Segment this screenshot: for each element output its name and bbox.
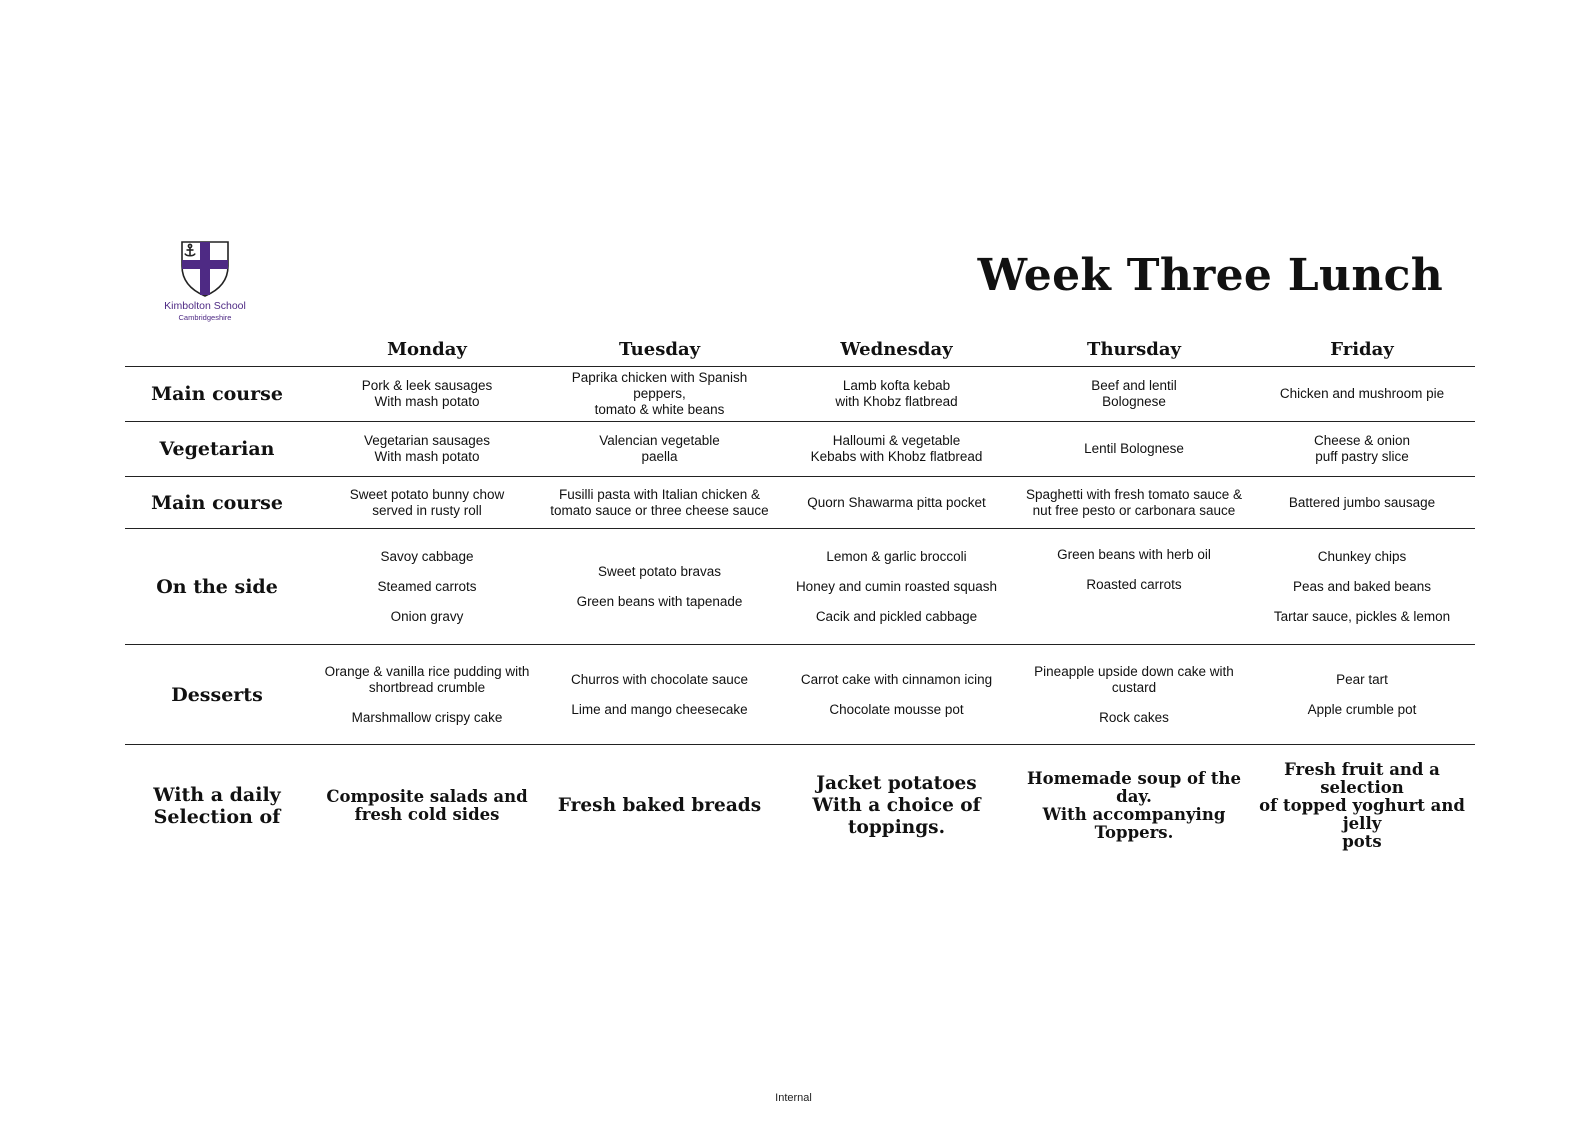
daily-cell-thursday xyxy=(1019,745,1249,867)
daily-cell-friday xyxy=(1249,745,1475,867)
menu-item: Chocolate mousse pot xyxy=(829,701,964,717)
menu-item: Apple crumble pot xyxy=(1307,701,1417,717)
logo-school-name: Kimbolton School xyxy=(164,300,246,312)
menu-item: tomato sauce or three cheese sauce xyxy=(550,502,769,518)
menu-item: Cheese & onion xyxy=(1313,433,1411,448)
row-label xyxy=(125,745,309,867)
day-header-monday: Monday xyxy=(309,332,545,367)
day-header-tuesday: Tuesday xyxy=(545,332,774,367)
menu-item: Beef and lentil xyxy=(1091,378,1177,393)
school-logo xyxy=(160,240,250,322)
row-label-line: Selection of xyxy=(153,805,281,828)
menu-cell-wednesday xyxy=(774,367,1019,422)
menu-item: served in rusty roll xyxy=(372,502,482,518)
daily-cell-monday xyxy=(309,745,545,867)
menu-cell-thursday xyxy=(1019,645,1249,745)
menu-item: Spaghetti with fresh tomato sauce & xyxy=(1025,486,1243,502)
menu-item: Cacik and pickled cabbage xyxy=(815,608,978,624)
row-label: On the side xyxy=(156,575,278,598)
menu-item: Lemon & garlic broccoli xyxy=(826,548,967,564)
day-header-thursday: Thursday xyxy=(1019,332,1249,367)
daily-item: Fresh baked breads xyxy=(557,794,762,816)
menu-item: custard xyxy=(1111,679,1157,695)
row-label-line: With a daily xyxy=(153,783,281,806)
daily-item: day. xyxy=(1116,786,1152,806)
menu-item: Lime and mango cheesecake xyxy=(571,701,748,717)
menu-table xyxy=(125,332,1475,867)
menu-item: Pork & leek sausages xyxy=(361,378,493,393)
daily-item: With a choice of toppings. xyxy=(812,794,981,838)
daily-item: Jacket potatoes xyxy=(816,772,977,794)
page-title: Week Three Lunch xyxy=(977,250,1443,301)
logo-location: Cambridgeshire xyxy=(178,313,232,322)
menu-cell-friday xyxy=(1249,477,1475,529)
menu-item: With mash potato xyxy=(374,394,480,409)
menu-cell-monday xyxy=(309,477,545,529)
menu-item: Savoy cabbage xyxy=(380,548,474,564)
menu-item: Pineapple upside down cake with xyxy=(1034,663,1234,679)
menu-cell-wednesday xyxy=(774,645,1019,745)
menu-row-daily-selection xyxy=(125,745,1475,867)
menu-cell-tuesday xyxy=(545,422,774,477)
menu-item: Rock cakes xyxy=(1099,709,1169,725)
menu-item: Bolognese xyxy=(1102,394,1166,409)
menu-item: Steamed carrots xyxy=(377,578,477,594)
classification-label: Internal xyxy=(775,1092,812,1104)
row-label: Main course xyxy=(151,491,283,514)
menu-item: Churros with chocolate sauce xyxy=(570,671,749,687)
menu-item: Green beans with tapenade xyxy=(576,593,743,609)
menu-row-vegetarian xyxy=(125,422,1475,477)
menu-item: Chunkey chips xyxy=(1317,548,1407,564)
menu-cell-friday xyxy=(1249,422,1475,477)
menu-item: Carrot cake with cinnamon icing xyxy=(800,671,993,687)
menu-item: Lentil Bolognese xyxy=(1084,441,1184,456)
shield-cross-anchor-icon xyxy=(179,240,231,298)
menu-item: Tartar sauce, pickles & lemon xyxy=(1273,608,1451,624)
menu-item: Onion gravy xyxy=(390,608,464,624)
menu-item: with Khobz flatbread xyxy=(835,394,958,409)
menu-cell-monday xyxy=(309,367,545,422)
menu-item: Orange & vanilla rice pudding with xyxy=(324,663,530,679)
menu-item: Sweet potato bunny chow xyxy=(349,486,505,502)
menu-item: nut free pesto or carbonara sauce xyxy=(1032,502,1236,518)
menu-item: Roasted carrots xyxy=(1086,577,1182,592)
menu-item: Chicken and mushroom pie xyxy=(1279,386,1445,401)
header-blank xyxy=(125,332,309,367)
daily-item: With accompanying xyxy=(1042,804,1226,824)
menu-cell-wednesday xyxy=(774,422,1019,477)
menu-item: shortbread crumble xyxy=(368,679,486,695)
menu-row-on-the-side xyxy=(125,529,1475,645)
menu-cell-tuesday xyxy=(545,367,774,422)
menu-row-desserts xyxy=(125,645,1475,745)
menu-cell-friday xyxy=(1249,367,1475,422)
menu-item: Paprika chicken with Spanish peppers, xyxy=(571,370,748,401)
menu-cell-thursday xyxy=(1019,422,1249,477)
menu-cell-tuesday xyxy=(545,477,774,529)
menu-item: Battered jumbo sausage xyxy=(1288,494,1436,510)
menu-item: Valencian vegetable xyxy=(599,433,720,448)
menu-item: Green beans with herb oil xyxy=(1057,547,1211,562)
menu-cell-monday xyxy=(309,422,545,477)
menu-item: Fusilli pasta with Italian chicken & xyxy=(558,486,761,502)
menu-item: Kebabs with Khobz flatbread xyxy=(810,449,983,464)
menu-cell-monday xyxy=(309,645,545,745)
spacer xyxy=(313,696,541,710)
menu-item: Quorn Shawarma pitta pocket xyxy=(807,494,986,510)
menu-cell-wednesday xyxy=(774,529,1019,645)
menu-item: puff pastry slice xyxy=(1315,449,1409,464)
row-label: Vegetarian xyxy=(159,438,275,460)
menu-item: Marshmallow crispy cake xyxy=(351,709,503,725)
spacer xyxy=(1023,696,1245,710)
day-header-friday: Friday xyxy=(1249,332,1475,367)
menu-item: tomato & white beans xyxy=(594,402,725,417)
row-label: Desserts xyxy=(171,683,263,706)
menu-item: With mash potato xyxy=(374,449,480,464)
menu-cell-wednesday xyxy=(774,477,1019,529)
day-header-wednesday: Wednesday xyxy=(774,332,1019,367)
menu-item: paella xyxy=(641,449,678,464)
menu-cell-monday xyxy=(309,529,545,645)
menu-cell-friday xyxy=(1249,645,1475,745)
row-label: Main course xyxy=(151,383,283,405)
menu-cell-thursday xyxy=(1019,529,1249,645)
menu-row-main-course xyxy=(125,367,1475,422)
menu-item: Halloumi & vegetable xyxy=(832,433,961,448)
daily-cell-wednesday xyxy=(774,745,1019,867)
daily-cell-tuesday xyxy=(545,745,774,867)
menu-item: Honey and cumin roasted squash xyxy=(795,578,998,594)
menu-item: Lamb kofta kebab xyxy=(842,378,951,393)
daily-item: fresh cold sides xyxy=(354,804,500,824)
daily-item: Toppers. xyxy=(1094,822,1174,842)
menu-cell-tuesday xyxy=(545,529,774,645)
menu-item: Vegetarian sausages xyxy=(363,433,491,448)
menu-row-main-course-2 xyxy=(125,477,1475,529)
daily-item: Fresh fruit and a selection xyxy=(1284,759,1440,797)
day-header-row xyxy=(125,332,1475,367)
daily-item: pots xyxy=(1342,831,1382,851)
menu-cell-thursday xyxy=(1019,367,1249,422)
menu-item: Peas and baked beans xyxy=(1292,578,1432,594)
daily-item: Homemade soup of the xyxy=(1026,768,1242,788)
menu-cell-friday xyxy=(1249,529,1475,645)
menu-cell-thursday xyxy=(1019,477,1249,529)
daily-item: Composite salads and xyxy=(326,786,528,806)
menu-item: Pear tart xyxy=(1336,671,1388,687)
menu-item: Sweet potato bravas xyxy=(597,563,722,579)
daily-item: of topped yoghurt and jelly xyxy=(1259,795,1465,833)
menu-cell-tuesday xyxy=(545,645,774,745)
